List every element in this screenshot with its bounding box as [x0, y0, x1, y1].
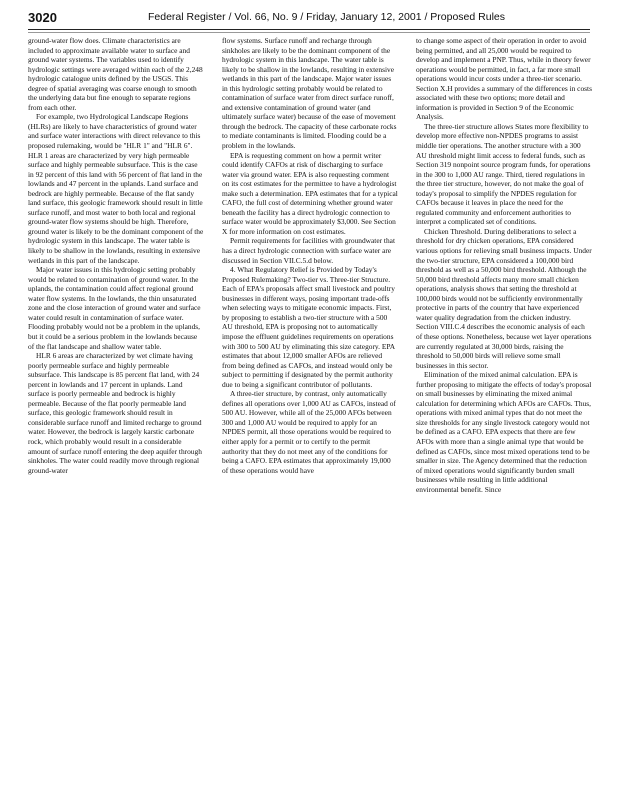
header-rule-secondary — [28, 32, 590, 33]
running-head: Federal Register / Vol. 66, No. 9 / Friday, January 12, 2001 / Proposed Rules — [148, 11, 505, 23]
paragraph: For example, two Hydrological Landscape Regions (HLRs) are likely to have characteristics of ground water and surface water interactions with direct relevance to this proposed rulemaking, would be "HLR 1" and "HLR 6". HLR 1 areas are characterized by very high permeable surface and highly permeable subsurface. This is the case in 92 percent of this land with 56 percent of flat land in the lowlands and 47 percent in the uplands. Land surface and bedrock are highly permeable. Because of the flat sandy land surface, this geologic framework should result in little surface runoff, and most water to both local and regional ground-water flow systems should be high. Therefore, ground water is likely to be the dominant component of the hydrologic system in this landscape. The water table is likely to be shallow in the lowlands, resulting in extensive wetlands in this part of the landscape. — [28, 112, 204, 265]
paragraph: EPA is requesting comment on how a permit writer could identify CAFOs at risk of discharging to surface water via ground water. EPA is also requesting comment on its cost estimates for the permittee to have a hydrologist make such a determination. EPA estimates that for a typical CAFO, the full cost of determining whether ground water beneath the facility has a direct hydrologic connection to surface water would be approximately $3,000. See Section X for more information on cost estimates. — [222, 150, 398, 236]
paragraph: Chicken Threshold. During deliberations to select a threshold for dry chicken operations, EPA considered various options for relieving small business impacts. Under the two-tier structure, EPA considered a 100,000 bird threshold as well as a 50,000 bird threshold. Although the 50,000 bird threshold affects many more small chicken operations, analysis shows that setting the threshold at 100,000 birds would not be sufficiently environmentally protective in parts of the country that have experienced water quality degradation from the chicken industry. Section VIII.C.4 describes the economic analysis of each of these options. Nonetheless, because wet layer operations are currently regulated at 30,000 birds, raising the threshold to 50,000 birds will relieve some small businesses in this sector. — [416, 226, 592, 370]
page-header — [28, 10, 590, 28]
paragraph: Permit requirements for facilities with groundwater that has a direct hydrologic connection with surface water are discussed in Section VII.C.5.d below. — [222, 236, 396, 265]
paragraph: 4. What Regulatory Relief is Provided by Today's Proposed Rulemaking? Two-tier vs. Three-tier Structure. Each of EPA's proposals affect small livestock and poultry businesses in different ways, posing important trade-offs when selecting ways to mitigate economic impacts. First, by proposing to establish a two-tier structure with a 500 AU threshold, EPA is proposing not to automatically impose the effluent guidelines requirements on operations with 300 to 500 AU by eliminating this size category. EPA estimates that about 12,000 smaller AFOs are relieved from being defined as CAFOs, and instead would only be subject to permitting if designated by the permit authority due to being a significant contributor of pollutants. — [222, 265, 395, 389]
header-rule — [28, 29, 590, 30]
text-column-2 — [222, 36, 398, 786]
paragraph: Elimination of the mixed animal calculation. EPA is further proposing to mitigate the effects of today's proposal on small businesses by eliminating the mixed animal calculation for determining which AFOs are CAFOs. Thus, operations with mixed animal types that do not meet the size thresholds for any single livestock category would not be defined as a CAFO. EPA expects that there are few AFOs with more than a single animal type that would be defined as CAFOs, since most mixed operations tend to be smaller in size. The Agency determined that the reduction of mixed operations would significantly burden small businesses while resulting in little additional environmental benefit. Since — [416, 370, 592, 494]
paragraph: Major water issues in this hydrologic setting probably would be related to contamination of ground water. In the uplands, the contamination could affect regional ground water flow systems. In the lowlands, the thin unsaturated zone and the close interaction of ground water and surface water could result in contamination of surface water. Flooding probably would not be a problem in the uplands, but it could be a serious problem in the lowlands because of the flat landscape and shallow water table. — [28, 265, 201, 351]
paragraph: A three-tier structure, by contrast, only automatically defines all operations over 1,000 AU as CAFOs, instead of 500 AU. However, while all of the 25,000 AFOs between 300 and 1,000 AU would be required to apply for an NPDES permit, all those operations would be required to either apply for a permit or to certify to the permit authority that they do not meet any of the conditions for being a CAFO. EPA estimates that approximately 19,000 of these operations would have — [222, 389, 396, 475]
text-column-3 — [416, 36, 592, 786]
paragraph: flow systems. Surface runoff and recharge through sinkholes are likely to be the dominant component of the hydrologic system in this landscape. The water table is likely to be shallow in the lowlands, resulting in extensive wetlands in this part of the landscape. Major water issues in this hydrologic setting probably would be related to contamination of surface water from direct surface runoff, and extensive contamination of ground water (and ultimately surface water) because of the ease of movement through the bedrock. The capacity of these carbonate rocks to mediate contaminants is limited. Flooding could be a problem in the lowlands. — [222, 36, 397, 151]
paragraph: ground-water flow does. Climate characteristics are included to approximate available water to surface and ground water systems. The variables used to identify hydrologic settings were averaged within each of the 2,248 hydrologic catalogue units defined by the USGS. This degree of spatial averaging was coarse enough to smooth the underlying data but fine enough to separate regions from each other. — [28, 36, 203, 112]
text-column-1 — [28, 36, 204, 786]
paragraph: The three-tier structure allows States more flexibility to develop more effective non-NPDES programs to assist middle tier operations. The another structure with a 300 AU threshold might limit access to federal funds, such as Section 319 nonpoint source program funds, for operations in the 300 to 1,000 AU range. Third, tiered regulations in the three tier structure, however, do not make the goal of today's proposal to simplify the NPDES regulation for CAFOs because it leaves in place the need for the regulated community and enforcement authorities to interpret a complicated set of conditions. — [416, 121, 591, 227]
paragraph: to change some aspect of their operation in order to avoid being permitted, and all 25,000 would be required to develop and implement a PNP. Thus, while in theory fewer operations would be permitted, in fact, a far more small operations would incur costs under a three-tier scenario. Section X.H provides a summary of the differences in costs associated with these two options; more detail and information is provided in Section 9 of the Economic Analysis. — [416, 36, 592, 122]
paragraph: HLR 6 areas are characterized by wet climate having poorly permeable surface and highly permeable subsurface. This landscape is 85 percent flat land, with 24 percent in lowlands and 17 percent in uplands. Land surface is poorly permeable and bedrock is highly permeable. Because of the flat poorly permeable land surface, this geologic framework should result in considerable surface runoff and limited recharge to ground water. However, the bedrock is largely karstic carbonate rock, which probably would result in a considerable amount of surface runoff entering the deep aquifer through sinkholes. The water could readily move through regional ground-water — [28, 351, 202, 475]
page-number: 3020 — [28, 10, 57, 25]
